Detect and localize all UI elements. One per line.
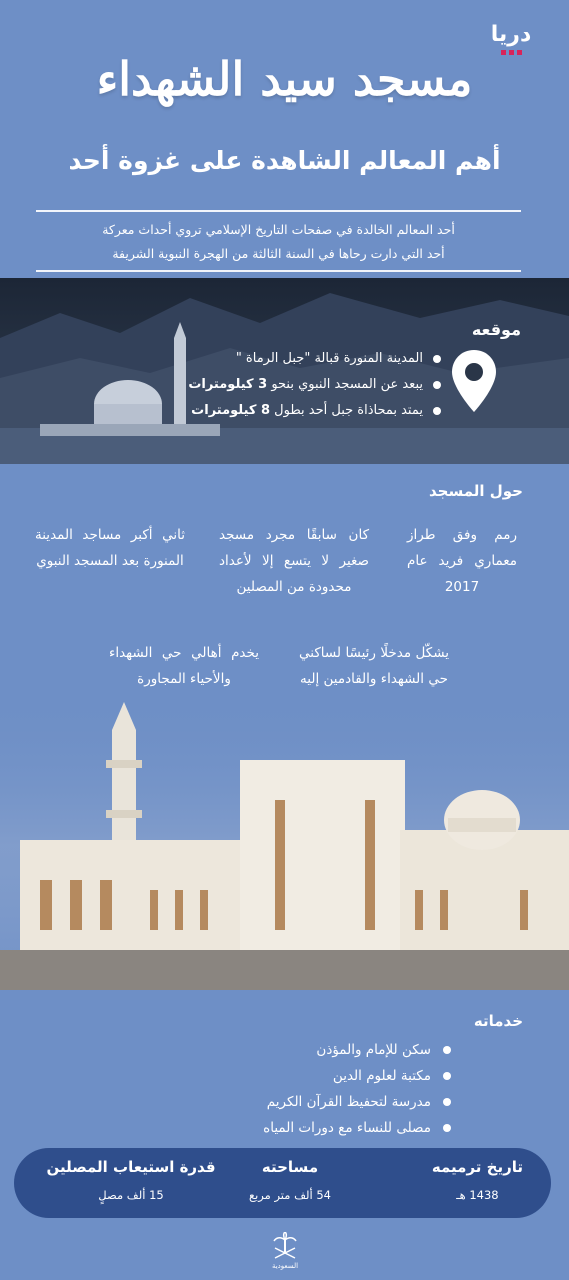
location-pin-icon — [449, 348, 499, 414]
stat-restoration-value: 1438 هـ — [456, 1188, 499, 1202]
location-title: موقعه — [471, 320, 521, 339]
saudi-emblem — [264, 1232, 306, 1272]
palm-swords-icon — [272, 1232, 298, 1260]
about-fact-history: كان سابقًا مجرد مسجد صغير لا يتسع إلا لأعداد محدودة من المصلين — [219, 527, 369, 595]
mosque-photo — [0, 690, 569, 1000]
location-item: يبعد عن المسجد النبوي بنحو 3 كيلومترات — [188, 372, 441, 398]
intro-line-2: أحد التي دارت رحاها في السنة الثالثة من الهجرة النبوية الشريفة — [112, 246, 445, 261]
brand-logo-text: دريا — [490, 21, 532, 47]
intro-line-1: أحد المعالم الخالدة في صفحات التاريخ الإسلامي تروي أحداث معركة — [102, 222, 455, 237]
service-item: سكن للإمام والمؤذن — [263, 1037, 451, 1063]
stat-restoration — [432, 1158, 523, 1202]
about-fact-community: يخدم أهالي حي الشهداء والأحياء المجاورة — [109, 645, 259, 687]
footer-caption: السعودية — [271, 1262, 299, 1270]
stat-area-label: مساحته — [261, 1158, 319, 1176]
stats-panel — [14, 1148, 551, 1218]
about-fact-size: ثاني أكبر مساجد المدينة المنورة بعد المسجد النبوي — [35, 527, 185, 569]
about-title: حول المسجد — [428, 482, 523, 500]
stat-capacity-value: 15 ألف مصلٍ — [98, 1188, 164, 1202]
top-divider — [36, 210, 521, 212]
page-title: مسجد سيد الشهداء — [96, 52, 473, 106]
about-fact-entrance: يشكّل مدخلًا رئيسًا لساكني حي الشهداء والقادمين إليه — [299, 645, 449, 687]
stat-restoration-label: تاريخ ترميمه — [431, 1158, 523, 1176]
bottom-divider — [36, 270, 521, 272]
services-title: خدماته — [473, 1012, 523, 1030]
location-item: يمتد بمحاذاة جبل أحد بطول 8 كيلومترات — [188, 398, 441, 424]
stat-capacity-label: قدرة استيعاب المصلين — [46, 1158, 216, 1176]
service-item: مدرسة لتحفيظ القرآن الكريم — [263, 1089, 451, 1115]
about-fact-restoration: رمم وفق طراز معماري فريد عام 2017 — [407, 527, 517, 595]
location-item: المدينة المنورة قبالة "جبل الرماة " — [188, 346, 441, 372]
location-section — [0, 278, 569, 464]
page-subtitle: أهم المعالم الشاهدة على غزوة أحد — [68, 146, 501, 175]
service-item: مكتبة لعلوم الدين — [263, 1063, 451, 1089]
services-list — [263, 1037, 451, 1141]
stat-area — [225, 1158, 355, 1202]
stat-capacity — [36, 1158, 226, 1202]
service-item: مصلى للنساء مع دورات المياه — [263, 1115, 451, 1141]
location-list — [188, 346, 441, 424]
intro-text — [36, 218, 521, 266]
stat-area-value: 54 ألف متر مربع — [248, 1188, 331, 1202]
